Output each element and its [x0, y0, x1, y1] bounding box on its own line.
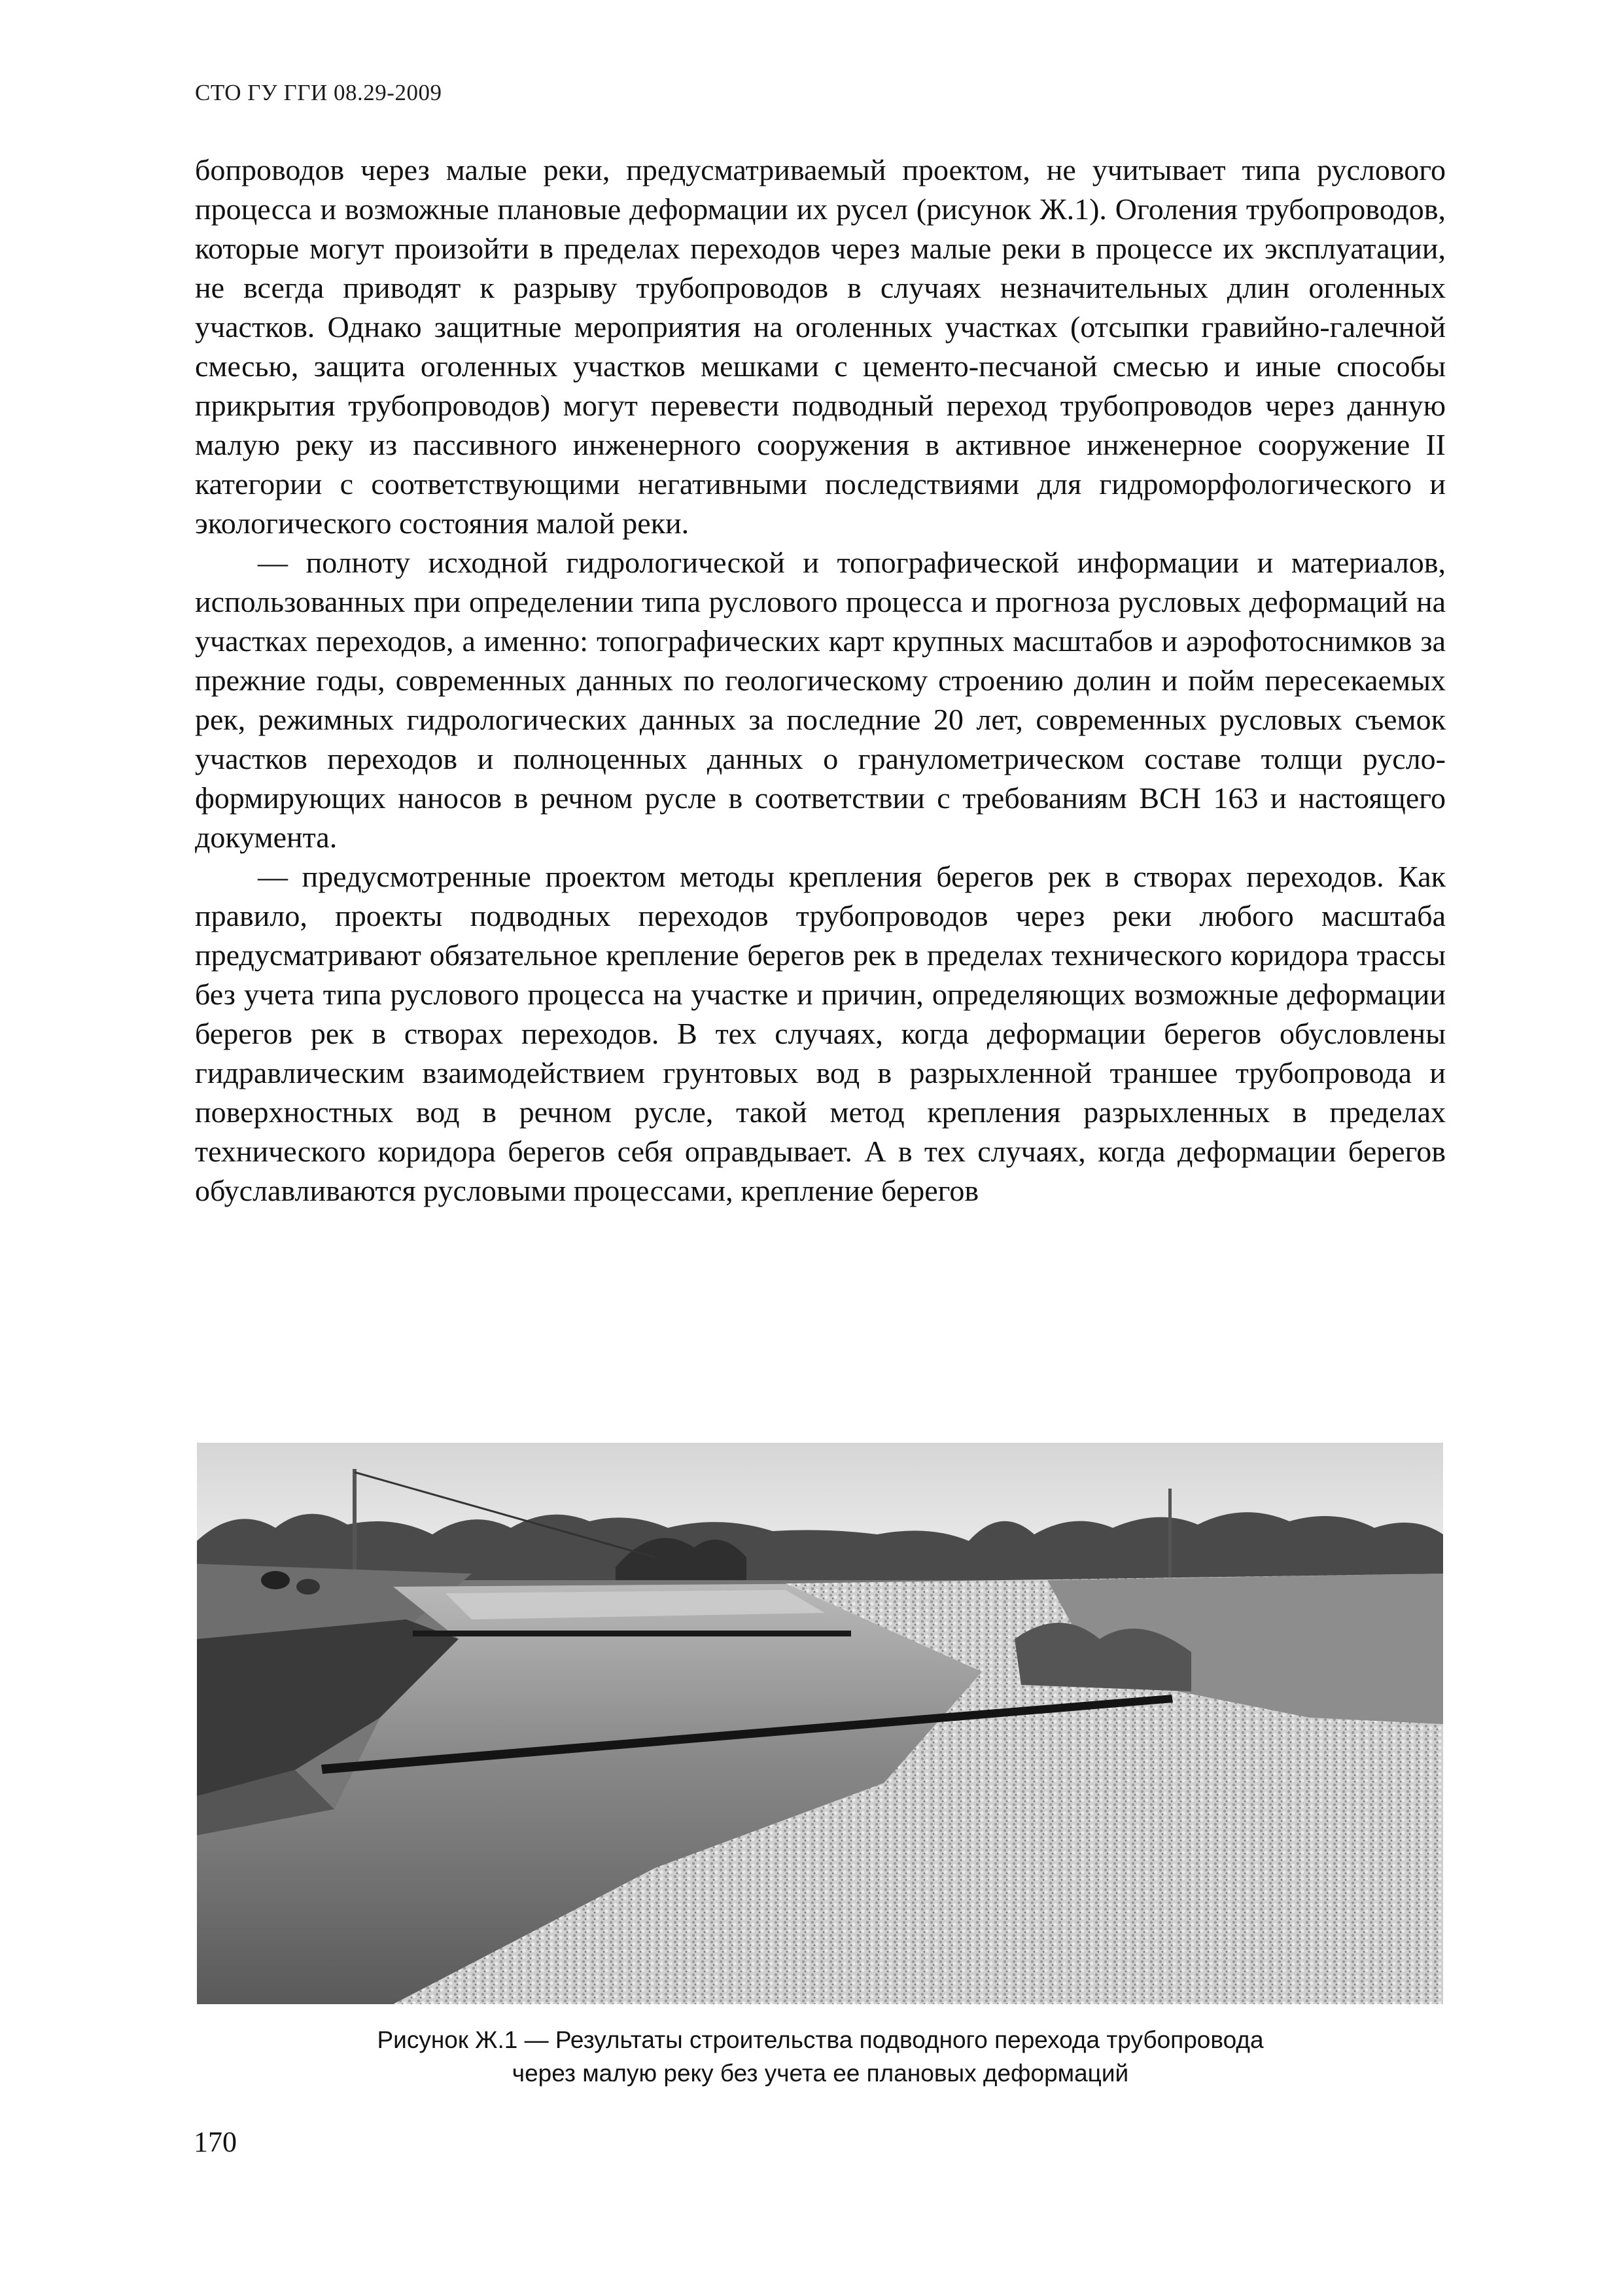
running-header: СТО ГУ ГГИ 08.29-2009: [195, 80, 442, 105]
figure-caption: [195, 2023, 1446, 2090]
paragraph-hydrological-info: — полноту исходной гидрологической и топографической информации и материалов, использованных при определении типа руслового процесса и прогноза русловых деформаций на участках переходов, а именно: топографических карт крупных масштабов и аэрофотоснимков за прежние годы, современных данных по геологическому строению долин и пойм пересекаемых рек, режимных гидрологических данных за последние 20 лет, современных русловых съемок участков переходов и полноценных данных о гранулометрическом составе толщи русло-формирующих наносов в речном русле в соответствии с требованиям ВСН 163 и настоящего документа.: [195, 546, 1446, 854]
caption-line-1: Рисунок Ж.1 — Результаты строительства подводного перехода трубопровода: [377, 2026, 1264, 2053]
body-text: [195, 150, 1446, 1210]
page-number: 170: [194, 2126, 237, 2158]
paragraph-continuation: бопроводов через малые реки, предусматриваемый проектом, не учитывает типа руслового процесса и возможные плановые деформации их русел (рисунок Ж.1). Оголения трубопроводов, которые могут произойти в пределах переходов через малые реки в процессе их эксплуатации, не всегда приводят к разрыву трубопроводов в случаях незначительных длин оголенных участков. Однако защитные мероприятия на оголенных участках (отсыпки гравийно-галечной смесью, защита оголенных участков мешками с цементо-песчаной смесью и иные способы прикрытия трубопроводов) могут перевести подводный переход трубопроводов через данную малую реку из пассивного инженерного сооружения в активное инженерное сооружение II категории с соответствующими негативными последствиями для гидроморфологического и экологического состояния малой реки.: [195, 153, 1446, 540]
figure-photo: [197, 1443, 1443, 2004]
caption-line-2: через малую реку без учета ее плановых деформаций: [512, 2060, 1129, 2087]
paragraph-bank-protection: — предусмотренные проектом методы крепления берегов рек в створах переходов. Как правило, проекты подводных переходов трубопроводов через реки любого масштаба предусматривают обязательное крепление берегов рек в пределах технического коридора трассы без учета типа руслового процесса на участке и причин, определяющих возможные деформации берегов рек в створах переходов. В тех случаях, когда деформации берегов обусловлены гидравлическим взаимодействием грунтовых вод в разрыхленной траншее трубопровода и поверхностных вод в речном русле, такой метод крепления разрыхленных в пределах технического коридора берегов себя оправдывает. А в тех случаях, когда деформации берегов обуславливаются русловыми процессами, крепление берегов: [195, 860, 1446, 1207]
river-crossing-photo: [197, 1443, 1443, 2004]
